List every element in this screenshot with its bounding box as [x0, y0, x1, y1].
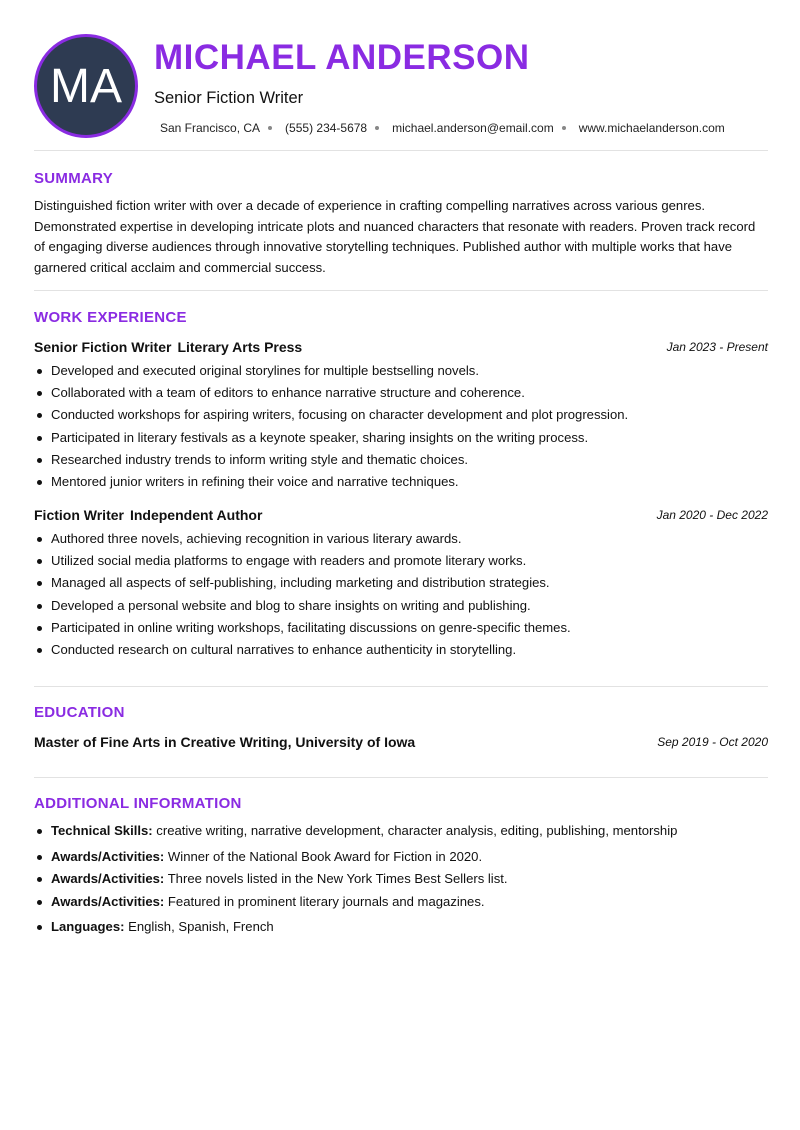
- candidate-title: Senior Fiction Writer: [154, 89, 304, 107]
- separator-dot-icon: [562, 126, 566, 130]
- contact-website[interactable]: [579, 120, 725, 136]
- list-item: Conducted research on cultural narratives to enhance authenticity in storytelling.: [34, 639, 768, 661]
- list-item: Collaborated with a team of editors to enhance narrative structure and coherence.: [34, 382, 768, 404]
- info-label: Technical Skills:: [51, 823, 153, 838]
- candidate-name: MICHAEL ANDERSON: [154, 38, 530, 77]
- summary-text: Distinguished fiction writer with over a decade of experience in crafting compelling narratives across various genres. Demonstrated expertise in developing intricate plots and nuanced characters that resonate with readers. Proven track record of engaging diverse audiences through innovative storytelling techniques. Published author with multiple works that have garnered critical acclaim and commercial success.: [34, 198, 756, 275]
- job-header: [34, 338, 768, 356]
- education-dates: Sep 2019 - Oct 2020: [657, 735, 768, 749]
- list-item: Mentored junior writers in refining their voice and narrative techniques.: [34, 471, 768, 493]
- list-item: Developed and executed original storylines for multiple bestselling novels.: [34, 360, 768, 382]
- section-divider: [34, 290, 768, 291]
- contact-website-link[interactable]: www.michaelanderson.com: [578, 121, 725, 135]
- info-label: Awards/Activities:: [51, 871, 165, 886]
- additional-heading: ADDITIONAL INFORMATION: [34, 795, 242, 812]
- education-degree: Master of Fine Arts in Creative Writing, University of Iowa: [34, 734, 416, 750]
- education-heading: EDUCATION: [34, 704, 125, 721]
- job-company: Independent Author: [129, 507, 263, 523]
- info-value: Winner of the National Book Award for Fiction in 2020.: [167, 848, 483, 864]
- job-header: [34, 506, 768, 524]
- list-item: Developed a personal website and blog to share insights on writing and publishing.: [34, 595, 768, 617]
- list-item: Authored three novels, achieving recognition in various literary awards.: [34, 528, 768, 550]
- resume-header: [34, 0, 768, 150]
- job-company: Literary Arts Press: [177, 339, 303, 355]
- list-item: Participated in online writing workshops, facilitating discussions on genre-specific themes.: [34, 617, 768, 639]
- section-divider: [34, 686, 768, 687]
- summary-heading: SUMMARY: [34, 170, 114, 187]
- separator-dot-icon: [268, 126, 272, 130]
- info-value: Three novels listed in the New York Times Best Sellers list.: [167, 871, 508, 886]
- list-item: [34, 868, 768, 891]
- resume-page: [34, 0, 768, 934]
- section-divider: [34, 150, 768, 151]
- info-value: creative writing, narrative development, character analysis, editing, publishing, mentorship: [156, 823, 678, 838]
- contact-email[interactable]: [392, 120, 579, 136]
- job-bullets: [34, 528, 768, 661]
- job-role: Senior Fiction Writer: [34, 339, 172, 355]
- separator-dot-icon: [375, 126, 379, 130]
- info-label: Languages:: [51, 919, 125, 934]
- experience-heading: WORK EXPERIENCE: [34, 309, 187, 326]
- info-value: Featured in prominent literary journals and magazines.: [167, 893, 485, 909]
- section-divider: [34, 777, 768, 778]
- info-value: English, Spanish, French: [128, 919, 274, 934]
- contact-location-text: San Francisco, CA: [160, 121, 261, 135]
- contact-email-link[interactable]: michael.anderson@email.com: [392, 121, 554, 135]
- contact-location: [160, 120, 285, 136]
- contact-phone-text: (555) 234-5678: [285, 121, 368, 135]
- job-dates: Jan 2023 - Present: [666, 340, 768, 354]
- contact-phone: [285, 120, 392, 136]
- info-label: Awards/Activities:: [51, 848, 165, 864]
- info-label: Awards/Activities:: [51, 893, 165, 909]
- list-item: Researched industry trends to inform writing style and thematic choices.: [34, 449, 768, 471]
- avatar: [34, 34, 138, 138]
- list-item: Participated in literary festivals as a keynote speaker, sharing insights on the writing process.: [34, 427, 768, 449]
- list-item: Managed all aspects of self-publishing, including marketing and distribution strategies.: [34, 572, 768, 594]
- list-item: [34, 846, 768, 869]
- list-item: [34, 916, 768, 939]
- job-role: Fiction Writer: [34, 507, 124, 523]
- additional-list: [34, 820, 768, 939]
- list-item: [34, 891, 768, 914]
- list-item: Conducted workshops for aspiring writers, focusing on character development and plot progression.: [34, 404, 768, 426]
- job-dates: Jan 2020 - Dec 2022: [656, 508, 768, 522]
- contact-info: [160, 120, 725, 136]
- job-title: [34, 338, 302, 356]
- avatar-initials: MA: [50, 59, 122, 113]
- list-item: Utilized social media platforms to engage with readers and promote literary works.: [34, 550, 768, 572]
- job-title: [34, 506, 262, 524]
- job-bullets: [34, 360, 768, 493]
- list-item: [34, 820, 768, 843]
